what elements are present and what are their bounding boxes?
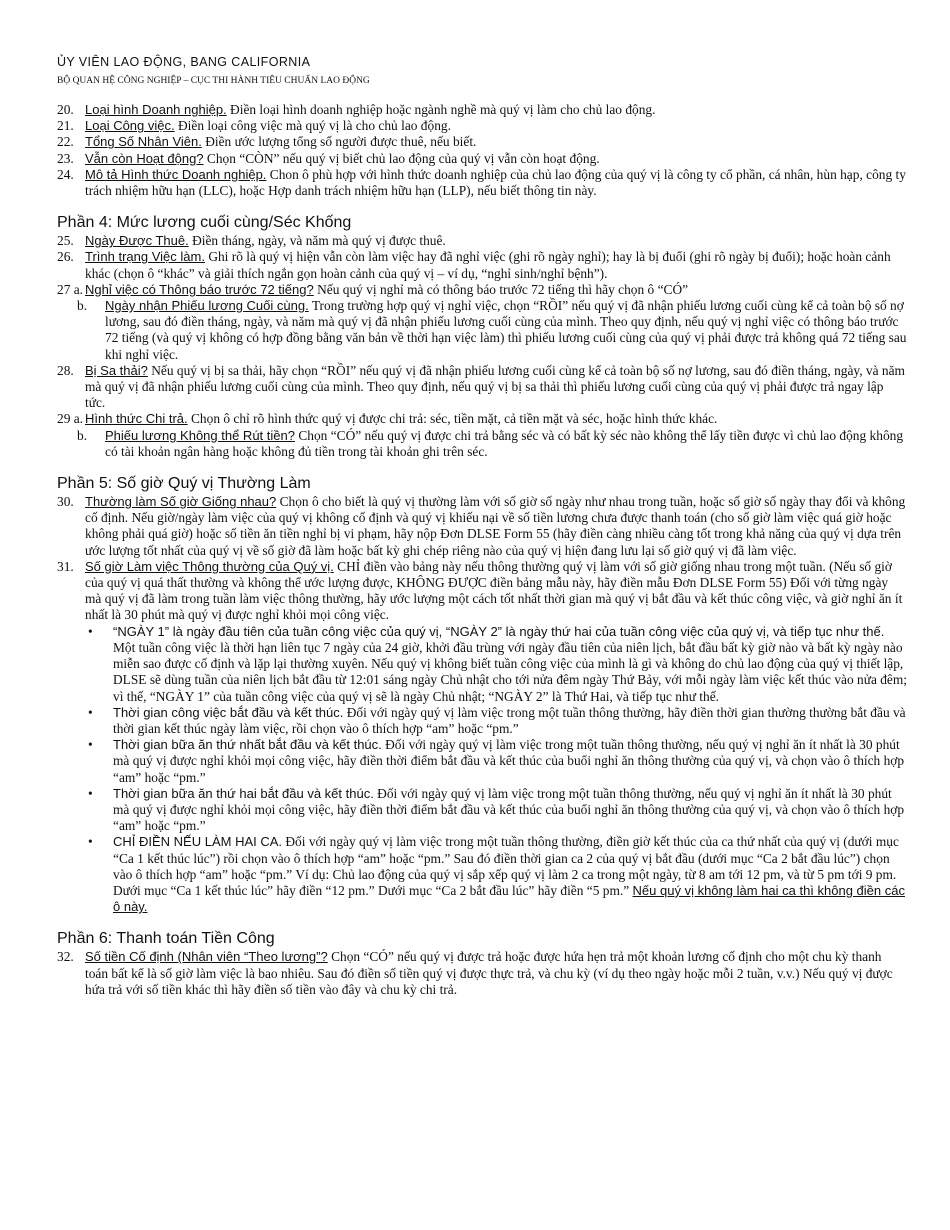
- item-text: Chon ô phù hợp với hình thức doanh nghiệp của chủ lao động của quý vị là công ty cổ phần, cá nhân, hùn hạp, công ty trách nhiệm hữu hạn (LLC), hoặc Hợp danh trách nhiệm hữu hạn (LLP), nếu biết thông tin này.: [85, 166, 906, 199]
- document-content: [57, 102, 907, 998]
- item-text: Chọn ô cho biết là quý vị thường làm với số giờ số ngày như nhau trong tuần, hoặc số giờ số ngày thay đổi và không cố định. Nếu giờ/ngày làm việc của quý vị không cố định và quý vị khiếu nại về số tiền lương chưa được thanh toán (cho số giờ làm việc quá giờ hoặc không phải quá giờ) hoặc số tiền ăn tiền nghỉ bị vi phạm, hãy nộp Đơn DLSE Form 55 (hãy điền càng nhiều càng tốt trong khả năng của quý vị dựa trên ước lượng tốt nhất của quý vị về số giờ đã làm hoặc bất kỳ ghi chép riêng nào của quý vị hiện đang lưu lại số giờ quý vị đã làm việc.: [85, 494, 906, 558]
- list-item: [57, 559, 907, 624]
- item-label: Ngày nhận Phiếu lương Cuối cùng.: [105, 298, 309, 314]
- item-body: [85, 167, 907, 199]
- section6-heading: Phần 6: Thanh toán Tiền Công: [57, 930, 275, 948]
- item-number: 20.: [57, 102, 74, 117]
- item-label: Vẫn còn Hoạt động?: [85, 150, 204, 166]
- item-body: [85, 559, 907, 624]
- item-number: 27 a.: [57, 281, 84, 297]
- item-label: Trình trạng Việc làm.: [85, 249, 205, 265]
- item-body: [85, 949, 907, 998]
- item-label: Số giờ Làm việc Thông thường của Quý vị.: [85, 558, 334, 574]
- page-header: [57, 54, 370, 89]
- item-text: Chọn “CÓ” nếu quý vị được chi trả bằng séc và có bất kỳ séc nào không thể lấy tiền được vì chủ lao động không có tài khoản ngân hàng hoặc không đủ tiền trong tài khoản ghi trên séc.: [105, 427, 904, 459]
- item-text: Nếu quý vị bị sa thải, hãy chọn “RỒI” nếu quý vị đã nhận phiếu lương cuối cùng kể cả toàn bộ số nợ lương, sau đó điền tháng, ngày, và năm mà quý vị đã nhận phiếu lương cuối cùng của mình. Theo quy định, nếu quý vị bị sa thải thì phiếu lương cuối cùng của quý vị phải được trả ngay lập tức.: [85, 362, 905, 411]
- item-body: [105, 298, 907, 363]
- item-body: [85, 411, 907, 427]
- item-body: [85, 102, 907, 118]
- bullet-label: “NGÀY 1” là ngày đầu tiên của tuần công việc của quý vị, “NGÀY 2” là ngày thứ hai của tuần công việc của quý vị, và tiếp tục như thế.: [113, 623, 885, 639]
- item-text: CHỈ điền vào bảng này nếu thông thường quý vị làm với số giờ giống nhau trong một tuần. (Nếu số giờ của quý vị quá thất thường và không thể ước lượng được, KHÔNG ĐƯỢC điền bảng mẫu này, hãy điền mẫu Đơn DLSE Form 55) Đối với từng ngày mà quý vị đã làm trong tuần làm việc thông thường, hãy ước lượng một cách tốt nhất thời gian mà quý vị bắt đầu và kết thúc công việc, và giờ nghỉ ăn ít nhất là 30 phút mà quý vị được nghỉ khỏi mọi công việc.: [85, 558, 903, 623]
- item-number: 21.: [57, 118, 74, 134]
- item-number: 28.: [57, 362, 74, 378]
- list-item: [57, 282, 907, 298]
- list-item: [57, 102, 907, 118]
- item-text: Chọn ô chỉ rõ hình thức quý vị được chi trả: séc, tiền mặt, cả tiền mặt và séc, hoặc hình thức khác.: [191, 411, 718, 427]
- item-number: 26.: [57, 249, 74, 265]
- item-number: b.: [77, 427, 88, 443]
- item-label: Mô tả Hình thức Doanh nghiệp.: [85, 166, 267, 182]
- item-body: [85, 151, 907, 167]
- bullet-text: Đối với ngày quý vị làm việc trong một tuần thông thường, điền giờ kết thúc của ca thứ nhất của quý vị (dưới mục “Ca 1 kết thúc lúc”) rồi chọn vào ô thích hợp “am” hoặc “pm.” Sau đó điền thời gian ca 2 của quý vị bắt đầu (dưới mục “Ca 2 bắt đầu lúc”) chọn vào ô thích hợp “am” hoặc “pm.” Ví dụ: Chủ lao động của quý vị sắp xếp quý vị làm 2 ca trong một ngày, từ 8 am tới 12 pm, và từ 5 pm tới 9 pm. Dưới mục “Ca 1 kết thúc lúc” hãy điền “12 pm.” Dưới mục “Ca 2 bắt đầu lúc” hãy điền “5 pm.”: [113, 834, 899, 898]
- item-label: Số tiền Cố định (Nhân viên “Theo lương”?: [85, 949, 328, 965]
- list-item: [57, 494, 907, 559]
- list-item: [57, 298, 907, 363]
- item-label: Nghỉ việc có Thông báo trước 72 tiếng?: [85, 281, 314, 297]
- item-number: 32.: [57, 949, 74, 965]
- list-item: [57, 167, 907, 199]
- item-number: 23.: [57, 150, 74, 166]
- item-label: Loại hình Doanh nghiệp.: [85, 102, 227, 117]
- list-item: [57, 134, 907, 150]
- bullet-item: [113, 786, 907, 835]
- item-label: Tổng Số Nhân Viên.: [85, 134, 202, 150]
- item-text: Chọn “CÒN” nếu quý vị biết chủ lao động của quý vị vẫn còn hoạt động.: [206, 150, 600, 166]
- bullet-label: CHỈ ĐIỀN NẾU LÀM HAI CA.: [113, 834, 283, 850]
- item-number: 31.: [57, 558, 74, 574]
- bullet-item: [113, 737, 907, 786]
- section5-heading: Phần 5: Số giờ Quý vị Thường Làm: [57, 475, 311, 493]
- list-item: [57, 363, 907, 412]
- item-text: Chọn “CÓ” nếu quý vị được trả hoặc được hứa hẹn trả một khoản lương cố định cho một chu kỳ thanh toán bất kể là số giờ làm việc là bao nhiêu. Sau đó điền số tiền quý vị được thực trả, và chu kỳ (ví dụ theo ngày hoặc mỗi 2 tuần, v.v.) Nếu quý vị được hứa trả với số tiền khác thì hãy điền số tiền vào đây và chu kỳ chi trả.: [85, 949, 893, 997]
- list-item: [57, 233, 907, 249]
- bullet-label: Thời gian công việc bắt đầu và kết thúc.: [113, 704, 344, 720]
- item-text: Điền ước lượng tổng số người được thuê, nếu biết.: [205, 134, 477, 150]
- item-label: Thường làm Số giờ Giống nhau?: [85, 494, 277, 510]
- item-number: 24.: [57, 166, 74, 182]
- bullet-item: [113, 624, 907, 705]
- item-number: 29 a.: [57, 411, 84, 427]
- item-body: [85, 249, 907, 281]
- item-body: [85, 494, 907, 559]
- item-label: Loại Công việc.: [85, 118, 175, 134]
- bullet-note: Nếu quý vị không làm hai ca thì không điền các ô này.: [113, 882, 905, 915]
- list-item: [57, 411, 907, 427]
- item-label: Phiếu lương Không thể Rút tiền?: [105, 427, 295, 443]
- item-body: [85, 118, 907, 134]
- header-title: ỦY VIÊN LAO ĐỘNG, BANG CALIFORNIA: [57, 55, 311, 69]
- item-text: Điền loại công việc mà quý vị là cho chủ lao động.: [177, 118, 451, 134]
- item-text: Ghi rõ là quý vị hiện vẫn còn làm việc hay đã nghỉ việc (ghi rõ ngày nghỉ); hay là bị đuổi (ghi rõ ngày bị đuổi); hoặc hoàn cảnh khác (chọn ô “khác” và giải thích ngắn gọn hoàn cảnh của quý vị – ví dụ, “nghỉ sinh/nghỉ bệnh”).: [85, 249, 891, 281]
- bullet-text: Đối với ngày quý vị làm việc trong một tuần thông thường, hãy điền thời gian thường thường bắt đầu và thời gian kết thúc ngày làm việc, rồi chọn vào ô thích hợp “am” hoặc “pm.”: [113, 704, 906, 736]
- item-body: [105, 428, 907, 460]
- item-label: Bị Sa thải?: [85, 362, 148, 378]
- list-item: [57, 428, 907, 460]
- list-item: [57, 949, 907, 998]
- item-label: Hình thức Chi trả.: [85, 411, 188, 427]
- section4-heading: Phần 4: Mức lương cuối cùng/Séc Khống: [57, 214, 352, 232]
- bullet-item: [113, 834, 907, 915]
- item-body: [85, 282, 907, 298]
- item-number: 22.: [57, 134, 74, 150]
- bullet-text: Một tuần công việc là thời hạn liên tục 7 ngày của 24 giờ, khởi đầu trùng với ngày đầu tiên của niên lịch, bắt đầu bất kỳ giờ nào và bất kỳ ngày nào miễn sao được cố định và lặp lại thường xuyên. Nếu quý vị không biết tuần công việc của mình là gì và không do chủ lao động của quý vị thiết lập, DLSE sẽ dùng tuần của niên lịch bắt đầu từ 12:01 sáng ngày Chủ nhật cho tới nửa đêm ngày Thứ Bảy, với mỗi ngày làm việc kết thúc vào nửa đêm; vì thế, “NGÀY 1” của tuần công việc của quý vị sẽ là ngày Chủ nhật; “NGÀY 2” là Thứ Hai, và tiếp tục như thế.: [113, 639, 908, 704]
- item-body: [85, 233, 907, 249]
- bullet-text: Đối với ngày quý vị làm việc trong một tuần thông thường, nếu quý vị nghỉ ăn ít nhất là 30 phút mà quý vị được nghỉ khỏi mọi công việc, hãy điền thời điểm bắt đầu và kết thúc của buổi nghỉ ăn thông thường của quý vị, và chọn vào ô thích hợp “am” hoặc “pm.”: [113, 785, 905, 834]
- item-text: Điền loại hình doanh nghiệp hoặc ngành nghề mà quý vị làm cho chủ lao động.: [230, 102, 656, 117]
- item-text: Điền tháng, ngày, và năm mà quý vị được thuê.: [192, 233, 446, 249]
- item-text: Nếu quý vị nghỉ mà có thông báo trước 72 tiếng thì hãy chọn ô “CÓ”: [317, 281, 689, 297]
- item-body: [85, 134, 907, 150]
- list-item: [57, 151, 907, 167]
- item-body: [85, 363, 907, 412]
- bullet-label: Thời gian bữa ăn thứ hai bắt đầu và kết thúc.: [113, 785, 374, 801]
- item-text: Trong trường hợp quý vị nghỉ việc, chọn “RỒI” nếu quý vị đã nhận phiếu lương cuối cùng kể cả toàn bộ số nợ lương, sau đó điền tháng, ngày, và năm mà quý vị đã nhận phiếu lương cuối cùng của mình. Theo quy định, nếu quý vị nghỉ việc có thông báo trước 72 tiếng (và quý vị không có hợp đồng bằng văn bản về thời hạn việc làm) thì phiếu lương cuối cùng của quý vị phải được trả không quá 72 tiếng sau khi nghỉ việc.: [105, 298, 907, 362]
- bullet-list: [57, 624, 907, 916]
- bullet-label: Thời gian bữa ăn thứ nhất bắt đầu và kết thúc.: [113, 737, 382, 753]
- list-item: [57, 249, 907, 281]
- item-number: 25.: [57, 233, 74, 249]
- header-subtitle: BỘ QUAN HỆ CÔNG NGHIỆP – CỤC THI HÀNH TIÊU CHUẨN LAO ĐỘNG: [57, 76, 370, 87]
- list-item: [57, 118, 907, 134]
- bullet-text: Đối với ngày quý vị làm việc trong một tuần thông thường, nếu quý vị nghỉ ăn ít nhất là 30 phút mà quý vị được nghỉ khỏi mọi công việc, hãy điền thời điểm bắt đầu và kết thúc của buổi nghỉ ăn thông thường của quý vị, và chọn vào ô thích hợp “am” hoặc “pm.”: [113, 737, 905, 785]
- item-number: b.: [77, 298, 88, 314]
- item-number: 30.: [57, 494, 74, 510]
- bullet-item: [113, 705, 907, 737]
- item-label: Ngày Được Thuê.: [85, 233, 189, 249]
